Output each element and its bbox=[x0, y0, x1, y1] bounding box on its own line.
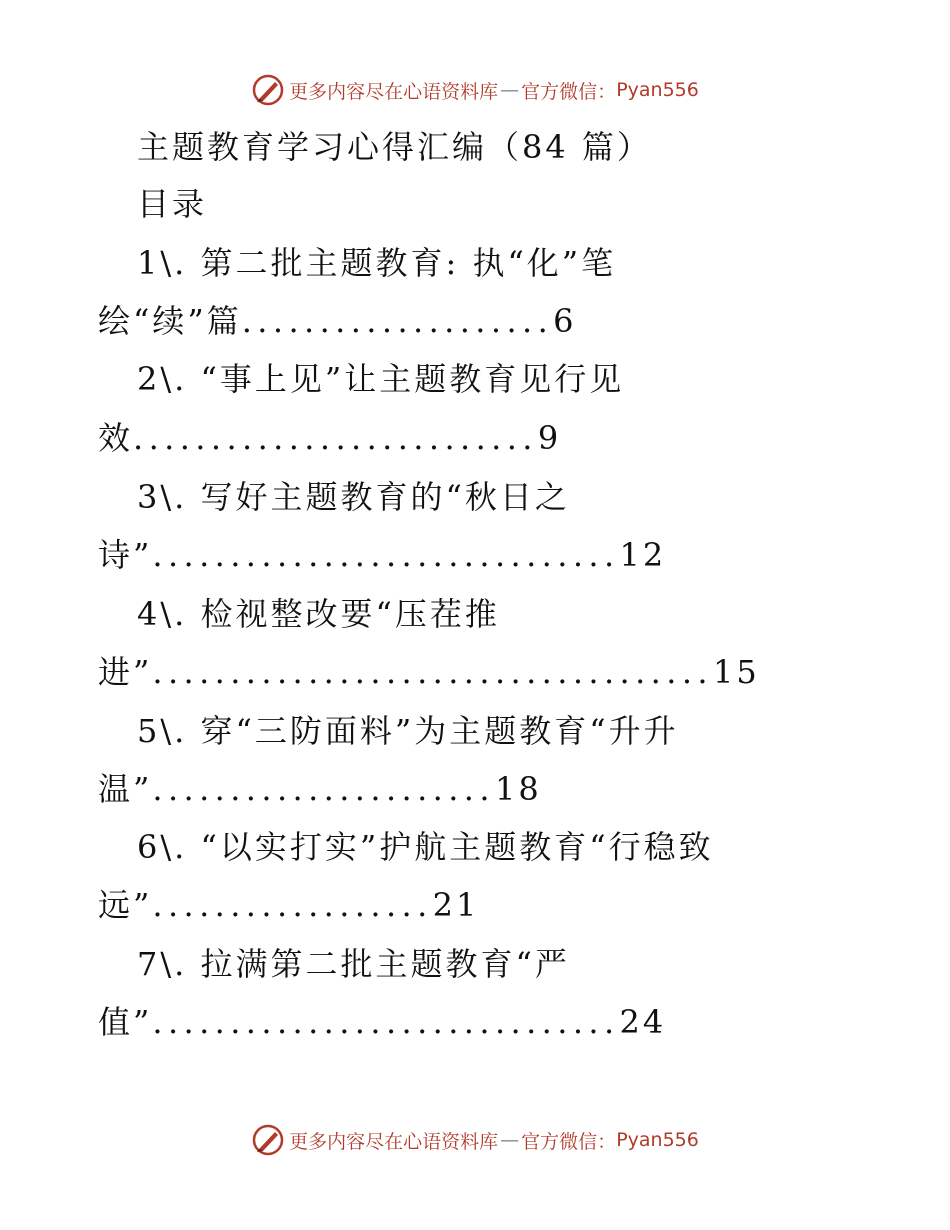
toc-entry-text: 温” bbox=[98, 770, 153, 808]
toc-entry-7-line2 bbox=[98, 1002, 666, 1042]
toc-entry-4-line1: 4\. 检视整改要“压茬推 bbox=[137, 595, 500, 633]
toc-page-number: 18 bbox=[494, 770, 542, 808]
watermark-text: 更多内容尽在心语资料库 bbox=[289, 80, 499, 103]
toc-entry-text: 诗” bbox=[98, 536, 153, 574]
watermark-separator: — bbox=[500, 79, 520, 101]
watermark-text: 更多内容尽在心语资料库 bbox=[289, 1130, 499, 1153]
toc-entry-3-line1: 3\. 写好主题教育的“秋日之 bbox=[137, 478, 570, 516]
toc-entry-5-line1: 5\. 穿“三防面料”为主题教育“升升 bbox=[137, 712, 679, 750]
toc-page-number: 6 bbox=[553, 302, 577, 340]
toc-page-number: 15 bbox=[712, 653, 760, 691]
pen-logo-icon bbox=[251, 73, 285, 107]
toc-leader-dots: .................................... bbox=[152, 653, 713, 691]
toc-entry-text: 远” bbox=[98, 886, 153, 924]
toc-entry-7-line1: 7\. 拉满第二批主题教育“严 bbox=[137, 945, 570, 983]
toc-page-number: 24 bbox=[619, 1003, 667, 1041]
toc-entry-3-line2 bbox=[98, 535, 666, 575]
watermark-wechat-label: 官方微信： bbox=[521, 80, 617, 103]
toc-entry-6-line2 bbox=[98, 885, 479, 925]
watermark-wechat-id: Pyan556 bbox=[616, 79, 699, 101]
toc-entry-2-line2 bbox=[98, 418, 561, 458]
toc-entry-1-line1: 1\. 第二批主题教育: 执“化”笔 bbox=[137, 244, 617, 282]
toc-entry-text: 绘“续”篇 bbox=[98, 302, 242, 340]
toc-page-number: 21 bbox=[432, 886, 480, 924]
toc-entry-2-line1: 2\. “事上见”让主题教育见行见 bbox=[137, 360, 625, 398]
footer-watermark bbox=[0, 1120, 950, 1160]
watermark-separator: — bbox=[500, 1129, 520, 1151]
toc-entry-5-line2 bbox=[98, 769, 542, 809]
toc-leader-dots: .................... bbox=[241, 302, 554, 340]
toc-entry-text: 值” bbox=[98, 1003, 153, 1041]
toc-entry-text: 进” bbox=[98, 653, 153, 691]
toc-entry-4-line2 bbox=[98, 652, 760, 692]
toc-leader-dots: .............................. bbox=[152, 536, 620, 574]
toc-entry-text: 效 bbox=[98, 419, 134, 457]
toc-page-number: 12 bbox=[619, 536, 667, 574]
document-title: 主题教育学习心得汇编（84 篇） bbox=[137, 128, 652, 166]
pen-logo-icon bbox=[251, 1123, 285, 1157]
toc-entry-6-line1: 6\. “以实打实”护航主题教育“行稳致 bbox=[137, 828, 714, 866]
toc-heading: 目录 bbox=[137, 185, 208, 223]
toc-leader-dots: ...................... bbox=[152, 770, 495, 808]
watermark-wechat-id: Pyan556 bbox=[616, 1129, 699, 1151]
toc-page-number: 9 bbox=[537, 419, 562, 457]
toc-leader-dots: .......................... bbox=[133, 419, 538, 457]
watermark-wechat-label: 官方微信： bbox=[521, 1130, 617, 1153]
toc-leader-dots: .............................. bbox=[152, 1003, 620, 1041]
header-watermark bbox=[0, 70, 950, 110]
toc-leader-dots: .................. bbox=[152, 886, 433, 924]
toc-entry-1-line2 bbox=[98, 301, 577, 341]
